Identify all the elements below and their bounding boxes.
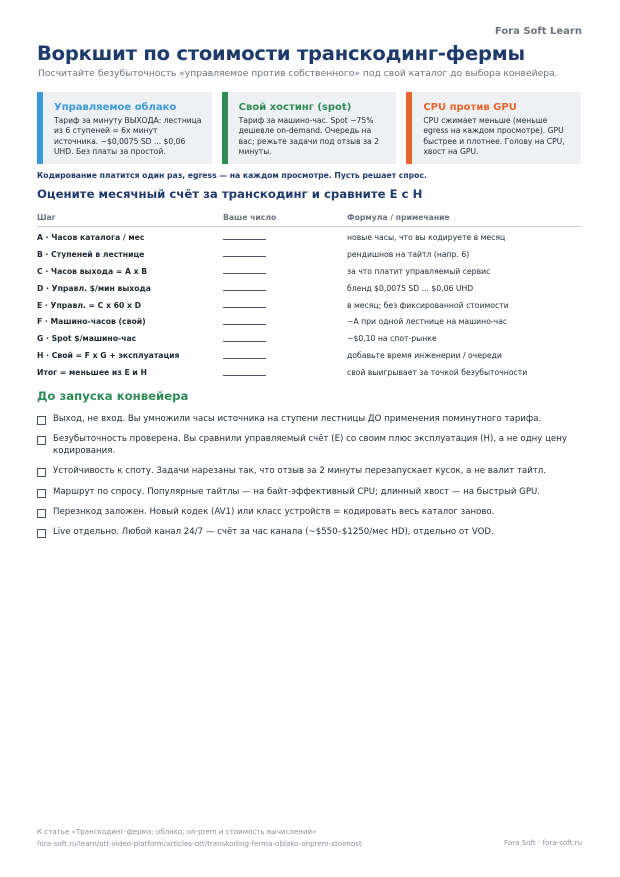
fill-in-blank[interactable] bbox=[223, 283, 266, 291]
row-step: F · Машино-часов (свой) bbox=[37, 317, 146, 327]
card-title: Свой хостинг (spot) bbox=[238, 102, 352, 113]
table-row bbox=[37, 280, 581, 297]
table-header bbox=[37, 213, 581, 227]
row-note: в месяц; без фиксированной стоимости bbox=[347, 300, 509, 310]
row-note: рендишнов на тайтл (напр. 6) bbox=[347, 249, 470, 259]
table-row bbox=[37, 246, 581, 263]
section-checklist-title: До запуска конвейера bbox=[37, 389, 189, 403]
checkbox[interactable] bbox=[37, 468, 46, 477]
footer-brand: Fora Soft · fora-soft.ru bbox=[504, 838, 582, 847]
row-step: H · Свой = F x G + эксплуатация bbox=[37, 351, 180, 361]
key-note: Кодирование платится один раз, egress — на каждом просмотре. Пусть решает спрос. bbox=[37, 171, 427, 180]
card-text: CPU сжимает меньше (меньше egress на каждом просмотре). GPU быстрее и плотнее. Голову на CPU, хвост на GPU. bbox=[423, 116, 565, 157]
checklist-text: Безубыточность проверена. Вы сравнили управляемый счёт (E) со своим плюс эксплуатация (H), а не одну цену кодирования. bbox=[53, 434, 567, 456]
card-text: Тариф за минуту ВЫХОДА: лестница из 6 ступеней = 6x минут источника. ~$0,0075 SD ... $0,06 UHD. Без платы за простой. bbox=[54, 116, 202, 157]
row-step: G · Spot $/машино-час bbox=[37, 334, 137, 344]
checklist-item bbox=[37, 485, 581, 498]
checklist-text: Устойчивость к споту. Задачи нарезаны так, что отзыв за 2 минуты перезапускает кусок, а не валит тайтл. bbox=[53, 466, 547, 477]
fill-in-blank[interactable] bbox=[223, 368, 266, 376]
checklist-item bbox=[37, 525, 581, 538]
checklist bbox=[37, 412, 581, 546]
table-row bbox=[37, 347, 581, 364]
footer-source bbox=[37, 826, 362, 850]
row-note: свой выигрывает за точкой безубыточности bbox=[347, 368, 528, 378]
fill-in-blank[interactable] bbox=[223, 351, 266, 359]
table-row bbox=[37, 364, 581, 381]
card-cpu-vs-gpu bbox=[406, 92, 581, 164]
table-row bbox=[37, 229, 581, 246]
checklist-item bbox=[37, 464, 581, 477]
row-note: за что платит управляемый сервис bbox=[347, 266, 491, 276]
fill-in-blank[interactable] bbox=[223, 334, 266, 342]
header-formula: Формула / примечание bbox=[347, 213, 450, 222]
checklist-text: Live отдельно. Любой канал 24/7 — счёт за час канала (~$550–$1250/мес HD), отдельно от VOD. bbox=[53, 527, 494, 538]
card-text: Тариф за машино-час. Spot ~75% дешевле on-demand. Очередь на вас; режьте задачи под отзыв за 2 минуты. bbox=[238, 116, 379, 157]
table-row bbox=[37, 297, 581, 314]
page-title: Воркшит по стоимости транскодинг-фермы bbox=[37, 42, 525, 65]
info-cards bbox=[37, 92, 581, 164]
checkbox[interactable] bbox=[37, 489, 46, 498]
section-estimate-title: Оцените месячный счёт за транскодинг и сравните E с H bbox=[37, 187, 423, 201]
checklist-text: Перезнкод заложен. Новый кодек (AV1) или класс устройств = кодировать весь каталог заново. bbox=[53, 507, 495, 518]
card-self-hosting bbox=[222, 92, 397, 164]
row-note: ~A при одной лестнице на машино-час bbox=[347, 317, 508, 327]
table-row bbox=[37, 313, 581, 330]
table-row bbox=[37, 263, 581, 280]
row-step: E · Управл. = C x 60 x D bbox=[37, 300, 142, 310]
footer-article-title: К статье «Транскодинг-ферма: облако, on-prem и стоимость вычислений» bbox=[37, 827, 317, 836]
footer-article-link[interactable]: fora-soft.ru/learn/ott-video-platform/articles-ott/transkoding-ferma-oblako-onprem-stoimost bbox=[37, 839, 362, 848]
row-step: A · Часов каталога / мес bbox=[37, 232, 145, 242]
fill-in-blank[interactable] bbox=[223, 249, 266, 257]
checklist-item bbox=[37, 412, 581, 425]
row-step: Итог = меньшее из E и H bbox=[37, 368, 147, 378]
page-subtitle: Посчитайте безубыточность «управляемое против собственного» под свой каталог до выбора конвейера. bbox=[38, 68, 558, 79]
header-your-number: Ваше число bbox=[223, 213, 277, 222]
checkbox[interactable] bbox=[37, 416, 46, 425]
checklist-item bbox=[37, 505, 581, 518]
card-title: Управляемое облако bbox=[54, 102, 177, 113]
row-step: C · Часов выхода = A x B bbox=[37, 266, 148, 276]
checklist-text: Выход, не вход. Вы умножили часы источника на ступени лестницы ДО применения поминутного тарифа. bbox=[53, 414, 542, 424]
checklist-text: Маршрут по спросу. Популярные тайтлы — на байт-эффективный CPU; длинный хвост — на быстрый GPU. bbox=[53, 486, 541, 497]
worksheet-table bbox=[37, 213, 581, 381]
fill-in-blank[interactable] bbox=[223, 300, 266, 308]
checklist-item bbox=[37, 432, 581, 457]
row-note: ~$0,10 на спот-рынке bbox=[347, 334, 437, 344]
card-title: CPU против GPU bbox=[423, 102, 517, 113]
row-note: бленд $0,0075 SD ... $0,06 UHD bbox=[347, 283, 474, 293]
row-note: новые часы, что вы кодируете в месяц bbox=[347, 232, 506, 242]
fill-in-blank[interactable] bbox=[223, 317, 266, 325]
checkbox[interactable] bbox=[37, 509, 46, 518]
row-step: B · Ступеней в лестнице bbox=[37, 249, 145, 259]
checkbox[interactable] bbox=[37, 436, 46, 445]
row-step: D · Управл. $/мин выхода bbox=[37, 283, 151, 293]
brand-label: Fora Soft Learn bbox=[494, 26, 582, 37]
row-note: добавьте время инженерии / очереди bbox=[347, 351, 502, 361]
header-step: Шаг bbox=[37, 213, 56, 222]
fill-in-blank[interactable] bbox=[223, 232, 266, 240]
fill-in-blank[interactable] bbox=[223, 266, 266, 274]
card-managed-cloud bbox=[37, 92, 212, 164]
table-row bbox=[37, 330, 581, 347]
checkbox[interactable] bbox=[37, 529, 46, 538]
